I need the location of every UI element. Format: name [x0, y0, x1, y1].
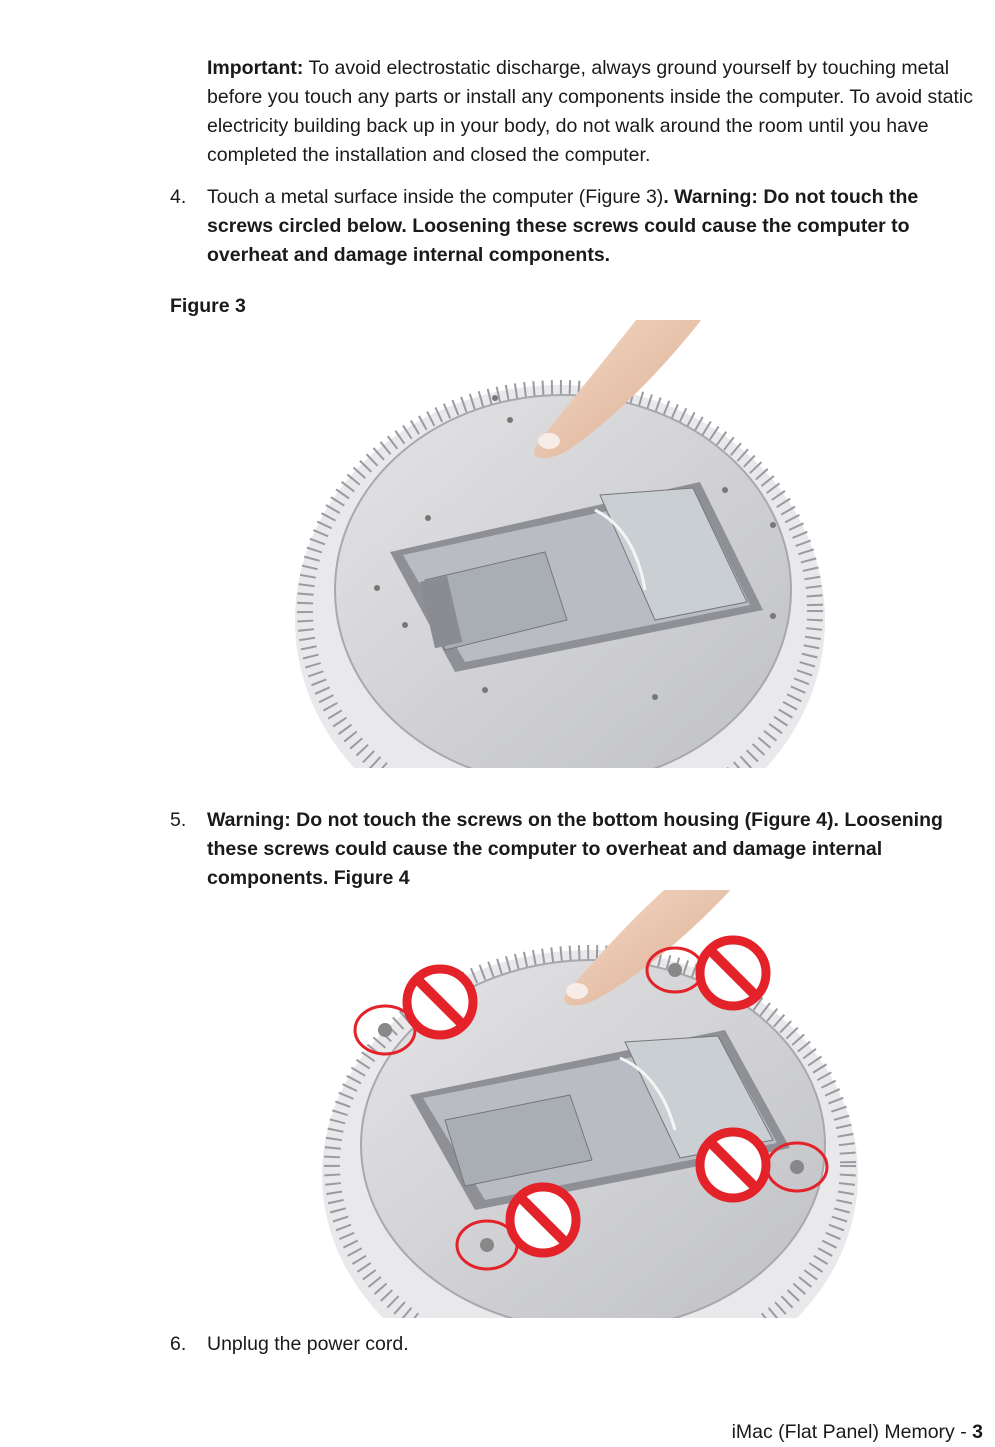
page-number: 3	[972, 1421, 983, 1443]
step-4-number: 4.	[170, 186, 187, 208]
step-6-number: 6.	[170, 1333, 187, 1355]
no-touch-icon	[700, 1132, 766, 1198]
step-4-instruction: Touch a metal surface inside the computer (Figure 3)	[207, 186, 664, 208]
footer-title: iMac (Flat Panel) Memory -	[731, 1421, 973, 1443]
step-5-number: 5.	[170, 809, 187, 831]
no-touch-icon	[510, 1187, 576, 1253]
step-5-warning: Warning: Do not touch the screws on the bottom housing (Figure 4). Loosening these screws could cause the computer to overheat and damage internal components. Figure 4	[207, 809, 943, 889]
figure-3-label: Figure 3	[170, 295, 246, 317]
figure-3-image	[295, 320, 835, 768]
page-footer	[732, 1418, 983, 1447]
important-text: To avoid electrostatic discharge, always ground yourself by touching metal before you touch any parts or install any components inside the computer. To avoid static electricity building back up in your body, do not walk around the room until you have completed the installation and closed the computer.	[207, 57, 973, 166]
figure-4-image	[315, 890, 865, 1318]
imac-base-illustration-warning	[322, 890, 858, 1318]
important-note	[207, 54, 987, 170]
important-label: Important:	[207, 57, 304, 79]
no-touch-icon	[407, 969, 473, 1035]
step-4-warning: . Warning: Do not touch the screws circled below. Loosening these screws could cause the computer to overheat and damage internal components.	[207, 186, 919, 266]
step-4-text	[207, 183, 987, 270]
step-6-text: Unplug the power cord.	[207, 1333, 409, 1355]
imac-base-illustration	[295, 320, 825, 768]
no-touch-icon	[700, 940, 766, 1006]
